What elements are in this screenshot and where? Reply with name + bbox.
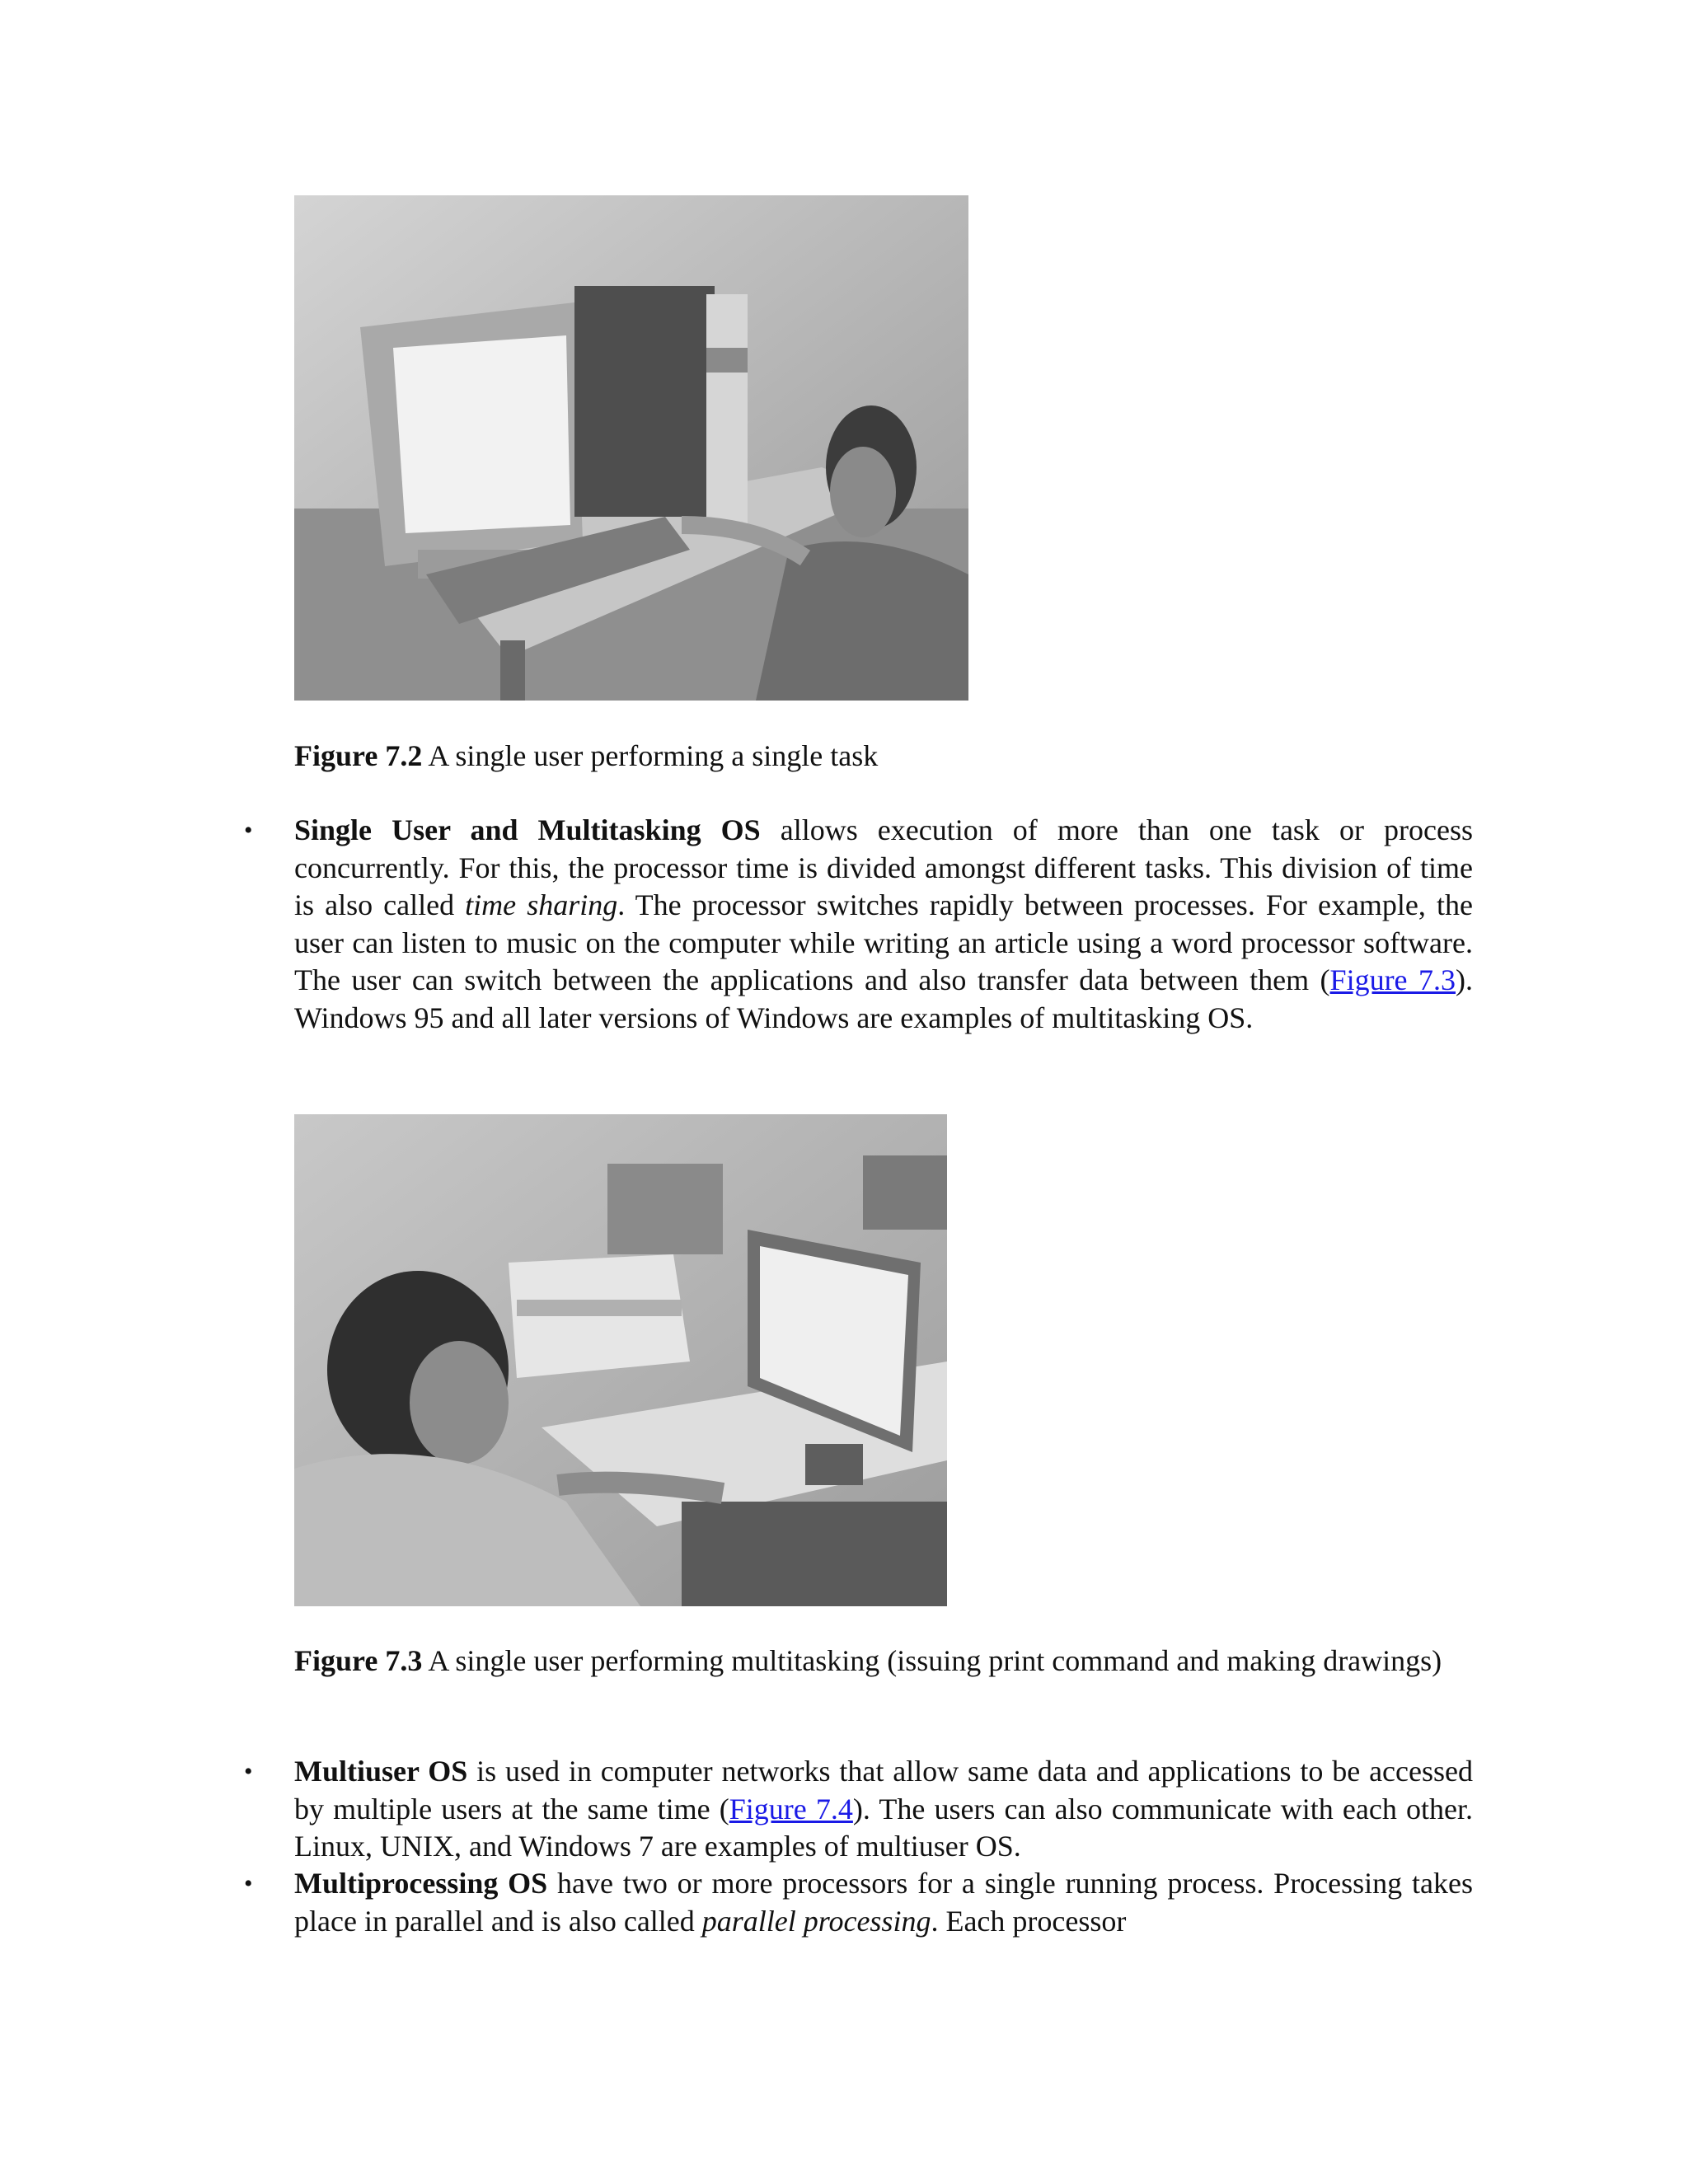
multitasking-user-illustration (294, 1114, 947, 1606)
text: is used in computer networks that allow same data and applications to be accessed by multiple users at the same time ( (294, 1755, 1473, 1825)
text: have two or more processors for a single running process. Processing takes place in parallel and is also called (294, 1867, 1473, 1938)
bullet-marker: • (244, 817, 253, 844)
term: Multiprocessing OS (294, 1867, 548, 1900)
bullet-multiuser-os (294, 1753, 1473, 1866)
figure-7-3-photo (294, 1114, 947, 1606)
figure-7-4-link[interactable]: Figure 7.4 (729, 1792, 853, 1825)
figure-7-2-photo (294, 195, 968, 701)
figure-7-2-caption (294, 738, 1465, 776)
caption-text: A single user performing multitasking (issuing print command and making drawings) (422, 1644, 1442, 1677)
term: Single User and Multitasking OS (294, 813, 761, 846)
bullet-marker: • (244, 1870, 253, 1897)
figure-label: Figure 7.2 (294, 739, 423, 772)
term: Multiuser OS (294, 1755, 468, 1788)
figure-label: Figure 7.3 (294, 1644, 423, 1677)
caption-text: A single user performing a single task (422, 739, 879, 772)
text: ). Windows 95 and all later versions of Windows are examples of multitasking OS. (294, 963, 1473, 1034)
bullet-marker: • (244, 1758, 253, 1785)
emphasis-time-sharing: time sharing (465, 888, 618, 921)
bullet-multiprocessing-os (294, 1865, 1473, 1940)
bullet-single-user-multitasking-os (294, 812, 1473, 1037)
text: ). The users can also communicate with each other. Linux, UNIX, and Windows 7 are examples of multiuser OS. (294, 1792, 1473, 1863)
single-user-computer-illustration (294, 195, 968, 701)
text: allows execution of more than one task or process concurrently. For this, the processor time is divided amongst different tasks. This division of time is also called (294, 813, 1473, 921)
text: . The processor switches rapidly between processes. For example, the user can listen to music on the computer while writing an article using a word processor software. The user can switch between the applications and also transfer data between them ( (294, 888, 1473, 996)
figure-7-3-link[interactable]: Figure 7.3 (1329, 963, 1456, 996)
emphasis-parallel-processing: parallel processing (701, 1904, 931, 1938)
text: . Each processor (931, 1904, 1127, 1938)
figure-7-3-caption (294, 1643, 1465, 1680)
